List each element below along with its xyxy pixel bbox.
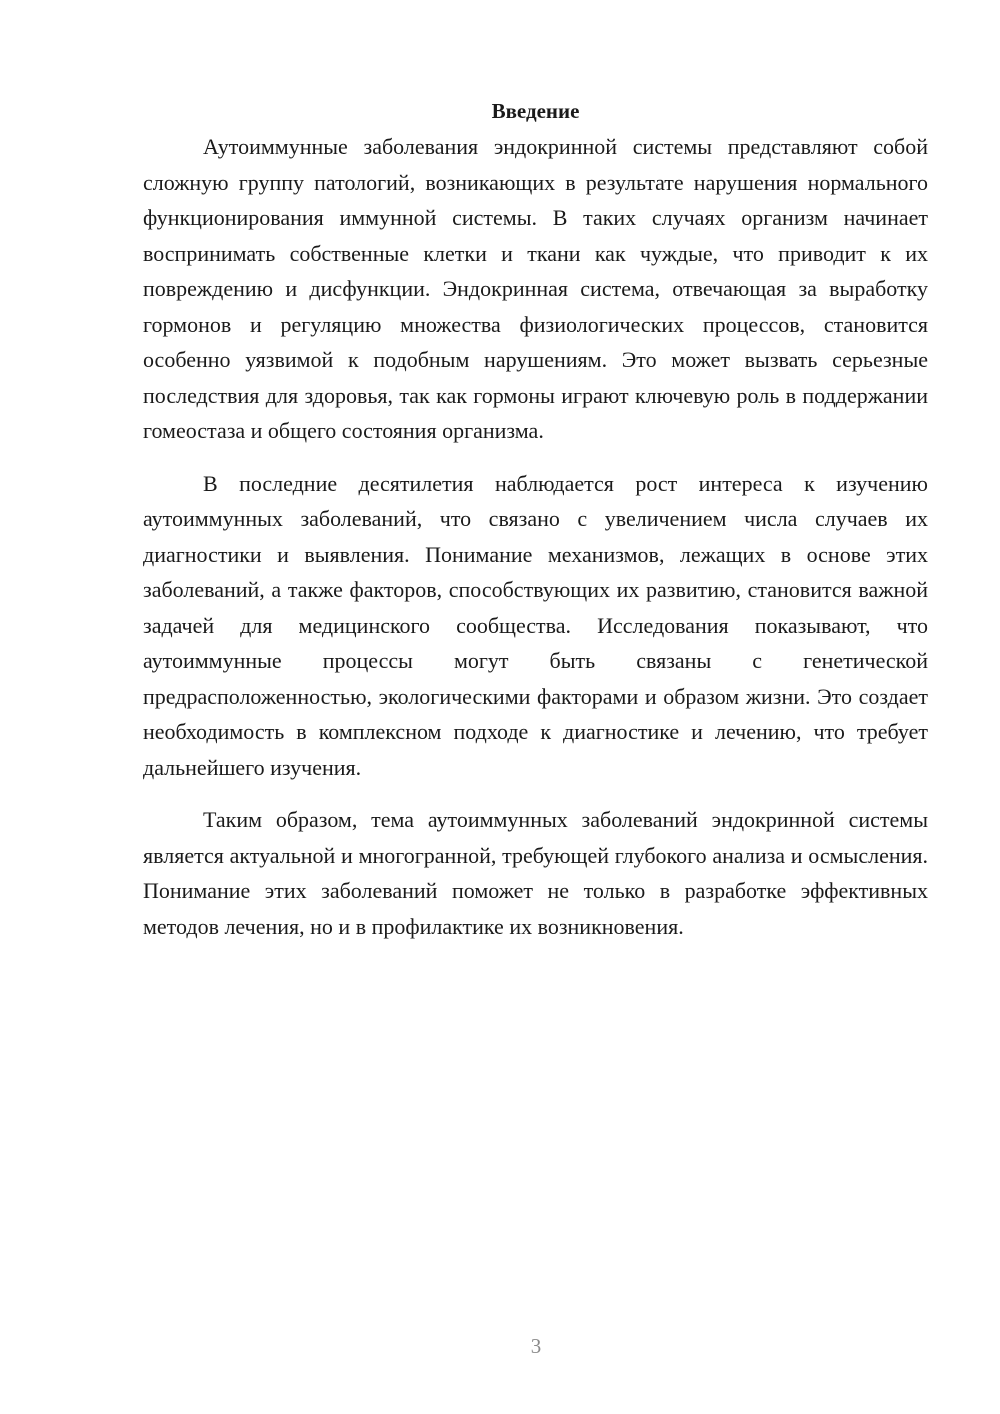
document-body — [143, 96, 928, 944]
page-number: 3 — [530, 1334, 542, 1358]
section-heading: Введение — [491, 99, 580, 123]
paragraph-1: Аутоиммунные заболевания эндокринной системы представляют собой сложную группу патологий, возникающих в результате нарушения нормального функционирования иммунной системы. В таких случаях организм начинает воспринимать собственные клетки и ткани как чуждые, что приводит к их повреждению и дисфункции. Эндокринная система, отвечающая за выработку гормонов и регуляцию множества физиологических процессов, становится особенно уязвимой к подобным нарушениям. Это может вызвать серьезные последствия для здоровья, так как гормоны играют ключевую роль в поддержании гомеостаза и общего состояния организма. — [143, 134, 928, 443]
paragraph-2: В последние десятилетия наблюдается рост интереса к изучению аутоиммунных заболеваний, что связано с увеличением числа случаев их диагностики и выявления. Понимание механизмов, лежащих в основе этих заболеваний, а также факторов, способствующих их развитию, становится важной задачей для медицинского сообщества. Исследования показывают, что аутоиммунные процессы могут быть связаны с генетической предрасположенностью, экологическими факторами и образом жизни. Это создает необходимость в комплексном подходе к диагностике и лечению, что требует дальнейшего изучения. — [143, 470, 928, 780]
paragraph-3: Таким образом, тема аутоиммунных заболеваний эндокринной системы является актуальной и многогранной, требующей глубокого анализа и осмысления. Понимание этих заболеваний поможет не только в разработке эффективных методов лечения, но и в профилактике их возникновения. — [143, 807, 928, 939]
